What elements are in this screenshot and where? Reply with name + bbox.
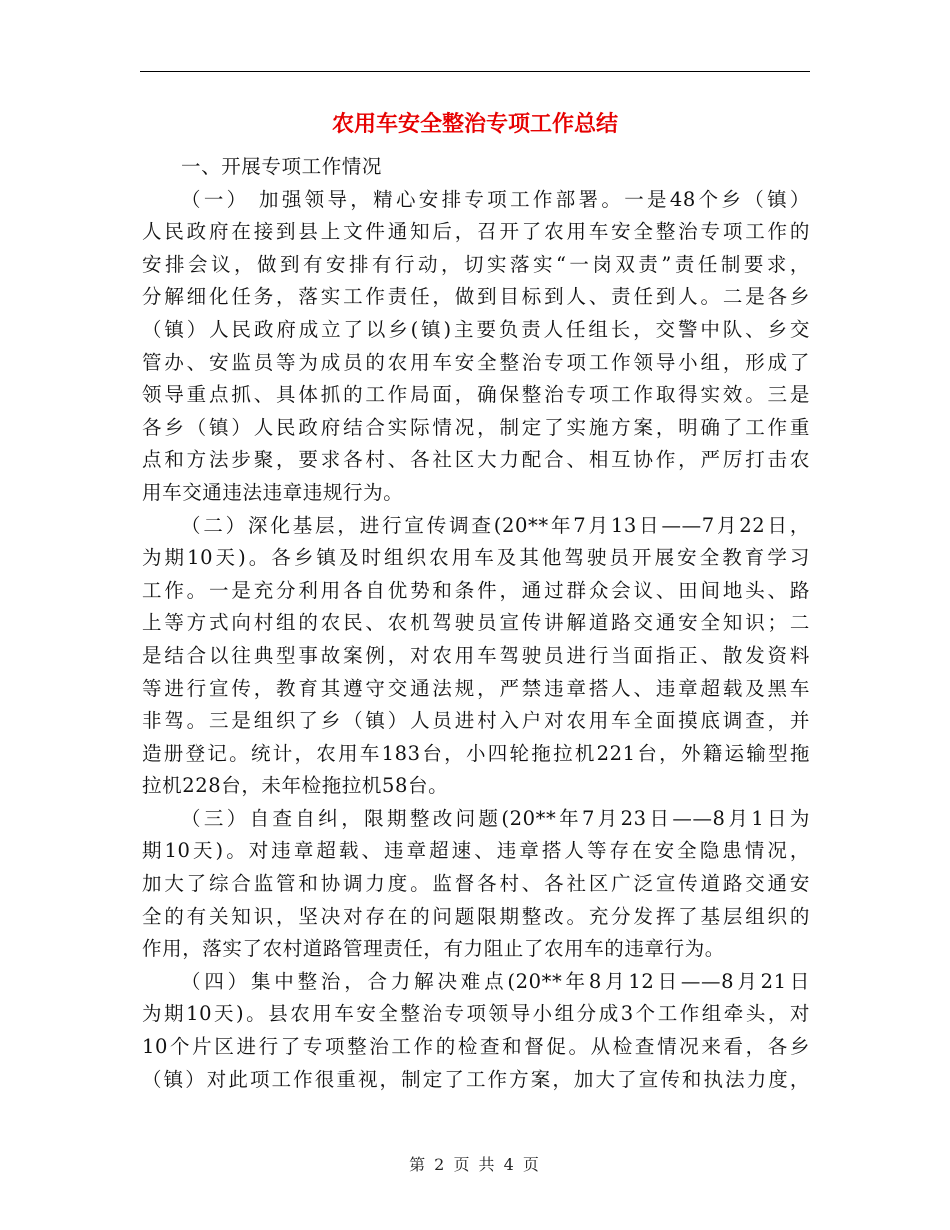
- body-line: 非驾。三是组织了乡（镇）人员进村入户对农用车全面摸底调查，并: [142, 709, 810, 733]
- body-line: 全的有关知识，坚决对存在的问题限期整改。充分发挥了基层组织的: [142, 904, 810, 928]
- document-body: [142, 151, 810, 1096]
- body-line: 造册登记。统计，农用车183台，小四轮拖拉机221台，外籍运输型拖: [142, 741, 810, 765]
- body-line: （镇）人民政府成立了以乡(镇)主要负责人任组长，交警中队、乡交: [142, 317, 810, 341]
- body-line: 是结合以往典型事故案例，对农用车驾驶员进行当面指正、散发资料: [142, 643, 810, 667]
- body-line: 为期10天)。各乡镇及时组织农用车及其他驾驶员开展安全教育学习: [142, 546, 810, 570]
- body-line: （一） 加强领导，精心安排专项工作部署。一是48个乡（镇）: [181, 187, 810, 211]
- page-number-footer: 第 2 页 共 4 页: [409, 1155, 541, 1174]
- body-line: 各乡（镇）人民政府结合实际情况，制定了实施方案，明确了工作重: [142, 415, 810, 439]
- body-line: 分解细化任务，落实工作责任，做到目标到人、责任到人。二是各乡: [142, 285, 810, 309]
- body-line: 等进行宣传，教育其遵守交通法规，严禁违章搭人、违章超载及黑车: [142, 676, 810, 700]
- body-line: （四）集中整治，合力解决难点(20**年8月12日——8月21日: [181, 969, 810, 993]
- body-line: 加大了综合监管和协调力度。监督各村、各社区广泛宣传道路交通安: [142, 872, 810, 896]
- header-rule: [140, 71, 810, 72]
- body-line: 点和方法步聚，要求各村、各社区大力配合、相互协作，严厉打击农: [142, 448, 810, 472]
- body-line: 期10天)。对违章超载、违章超速、违章搭人等存在安全隐患情况，: [142, 839, 810, 863]
- body-line: 安排会议，做到有安排有行动，切实落实“一岗双责”责任制要求，: [142, 252, 810, 276]
- body-line: 管办、安监员等为成员的农用车安全整治专项工作领导小组，形成了: [142, 350, 810, 374]
- body-line: （三）自查自纠，限期整改问题(20**年7月23日——8月1日为: [181, 806, 810, 830]
- body-line: 作用，落实了农村道路管理责任，有力阻止了农用车的违章行为。: [142, 937, 725, 961]
- body-line: 为期10天)。县农用车安全整治专项领导小组分成3个工作组牵头，对: [142, 1002, 810, 1026]
- body-line: （镇）对此项工作很重视，制定了工作方案，加大了宣传和执法力度，: [142, 1067, 810, 1091]
- body-line: 10个片区进行了专项整治工作的检查和督促。从检查情况来看，各乡: [142, 1035, 810, 1059]
- document-title: 农用车安全整治专项工作总结: [331, 112, 618, 137]
- body-line: 上等方式向村组的农民、农机驾驶员宣传讲解道路交通安全知识；二: [142, 611, 810, 635]
- body-line: 工作。一是充分利用各自优势和条件，通过群众会议、田间地头、路: [142, 578, 810, 602]
- section-heading: 一、开展专项工作情况: [181, 155, 383, 178]
- body-line: 人民政府在接到县上文件通知后，召开了农用车安全整治专项工作的: [142, 220, 810, 244]
- body-line: 拉机228台，未年检拖拉机58台。: [142, 774, 449, 798]
- body-line: 用车交通违法违章违规行为。: [142, 480, 404, 504]
- body-line: （二）深化基层，进行宣传调查(20**年7月13日——7月22日，: [181, 513, 810, 537]
- body-line: 领导重点抓、具体抓的工作局面，确保整治专项工作取得实效。三是: [142, 383, 810, 407]
